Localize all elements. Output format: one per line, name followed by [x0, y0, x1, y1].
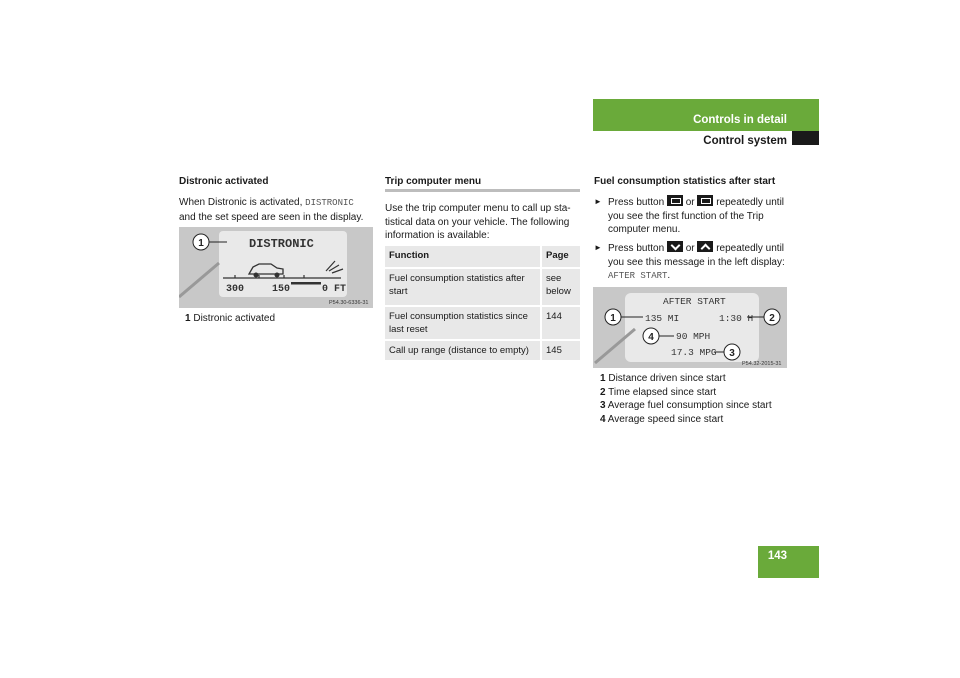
after-start-code: AFTER START [608, 271, 668, 281]
distronic-heading: Distronic activated [179, 176, 269, 187]
distronic-figure-id: P54.30-6336-31 [329, 300, 369, 306]
distronic-paragraph: When Distronic is activated, DISTRONIC and the set speed are seen in the display. [179, 197, 364, 223]
distronic-figure [179, 227, 373, 308]
callout-4: 4 [648, 332, 654, 343]
scale-150: 150 [272, 284, 291, 295]
page-header [593, 99, 819, 145]
callout-1: 1 [610, 313, 616, 324]
distronic-display-text: DISTRONIC [249, 237, 314, 251]
heading-rule [385, 189, 580, 192]
col-header-function: Function [385, 246, 541, 268]
page-number: 143 [767, 550, 787, 562]
table-row: Fuel consumption statistics since last reset 144 [385, 306, 580, 340]
display-speed: 90 MPH [676, 331, 711, 342]
list-item: 3 Average fuel consumption since start [600, 400, 772, 411]
after-start-figure [593, 287, 787, 368]
bullet-arrow-icon: ► [594, 197, 602, 206]
distronic-legend: 1 Distronic activated [185, 313, 276, 324]
display-distance: 135 MI [645, 313, 680, 324]
col-header-page: Page [541, 246, 580, 268]
page-number-tab [758, 546, 819, 578]
arrow-up-button-icon [697, 241, 713, 252]
scale-0ft: 0 FT [322, 284, 347, 295]
arrow-down-button-icon [667, 241, 683, 252]
scale-300: 300 [226, 284, 245, 295]
callout-2: 2 [769, 313, 775, 324]
subsection-title: Control system [703, 135, 787, 147]
distronic-code: DISTRONIC [305, 198, 354, 208]
trip-menu-heading: Trip computer menu [385, 176, 482, 187]
list-item: 4 Average speed since start [600, 413, 724, 425]
callout-3: 3 [729, 348, 735, 359]
after-start-figure-id: P54.32-2015-31 [742, 361, 782, 367]
bullet-arrow-icon: ► [594, 243, 602, 252]
menu-button-icon [667, 195, 683, 206]
step-1: ► Press button or repeatedly until you see the first function of the Trip computer menu. [594, 197, 785, 235]
distronic-callout-1: 1 [198, 238, 204, 249]
table-row: Fuel consumption statistics after start see below [385, 268, 580, 306]
section-title: Controls in detail [693, 114, 787, 126]
step-2: ► Press button or repeatedly until you see this message in the left display: AFTER START. [594, 243, 785, 281]
display-consumption: 17.3 MPG [671, 347, 717, 358]
trip-menu-paragraph: Use the trip computer menu to call up sta- tistical data on your vehicle. The following information is available: [385, 203, 571, 241]
list-item: 2 Time elapsed since start [600, 386, 717, 398]
table-header-row [385, 246, 580, 268]
display-title: AFTER START [663, 296, 726, 307]
header-marker [792, 131, 819, 145]
list-item: 1 Distance driven since start [600, 373, 726, 384]
trip-menu-table [385, 246, 580, 362]
fuel-stats-legend [600, 372, 772, 426]
menu-button-alt-icon [697, 195, 713, 206]
table-row: Call up range (distance to empty) 145 [385, 340, 580, 361]
display-time: 1:30 H [719, 313, 754, 324]
fuel-stats-heading: Fuel consumption statistics after start [594, 176, 776, 187]
